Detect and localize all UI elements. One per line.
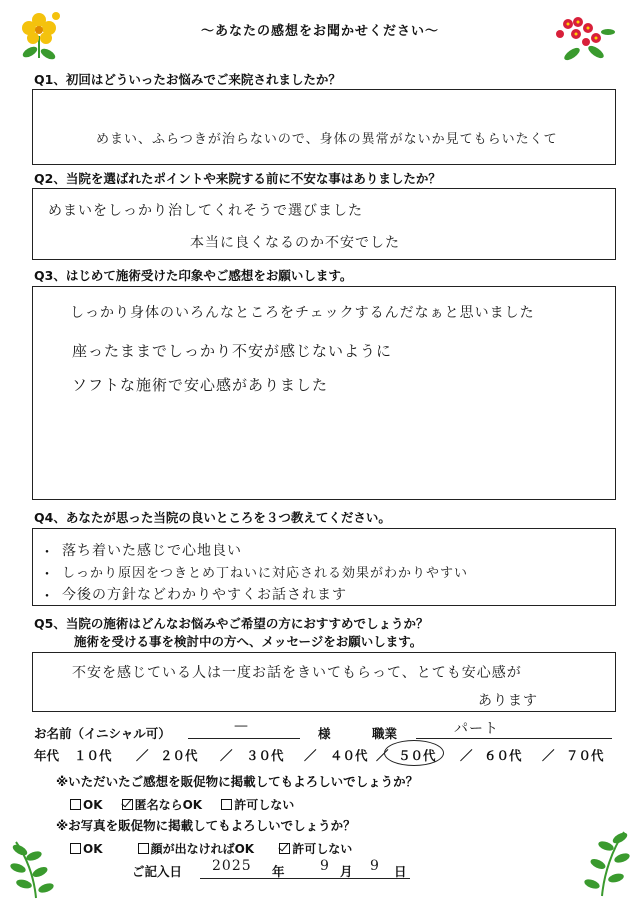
bottom-right-leaf-icon: [572, 826, 634, 898]
bottom-left-leaf-icon: [6, 836, 66, 900]
age-option-30[interactable]: ３０代: [246, 748, 284, 763]
checkbox-checked-icon[interactable]: [279, 843, 290, 854]
age-option-60[interactable]: ６０代: [484, 748, 522, 763]
date-month-unit: 月: [340, 864, 353, 879]
date-label: ご記入日: [132, 864, 183, 879]
q4-answer-line-2: しっかり原因をつきとめ丁ねいに対応される効果がわかりやすい: [62, 566, 469, 581]
date-year: 2025: [212, 858, 252, 874]
consent1-ok[interactable]: OK: [70, 798, 103, 812]
age-selected-circle: [384, 740, 444, 766]
date-day: 9: [370, 858, 380, 874]
q5-answer-line-2: あります: [478, 693, 538, 709]
age-option-70[interactable]: ７０代: [566, 748, 604, 763]
consent2-question: ※お写真を販促物に掲載してもよろしいでしょうか？: [56, 818, 356, 833]
job-label: 職業: [372, 726, 398, 741]
q4-question: Q4、あなたが思った当院の良いところを３つ教えてください。: [34, 510, 391, 525]
age-option-40[interactable]: ４０代: [330, 748, 368, 763]
q3-answer-line-1: しっかり身体のいろんなところをチェックするんだなぁと思いました: [70, 305, 535, 321]
name-honorific: 様: [318, 726, 331, 741]
age-separator: ／: [376, 748, 389, 763]
q3-question: Q3、はじめて施術受けた印象やご感想をお願いします。: [34, 268, 353, 283]
q4-answer-line-3: 今後の方針などわかりやすくお話されます: [62, 587, 347, 603]
age-label: 年代: [34, 748, 60, 763]
q5-question-line-2: 施術を受ける事を検討中の方へ、メッセージをお願いします。: [74, 634, 423, 649]
q5-question-line-1: Q5、当院の施術はどんなお悩みやご希望の方におすすめでしょうか？: [34, 616, 429, 631]
checkbox-checked-icon[interactable]: [122, 799, 133, 810]
q4-bullet-2: ・: [40, 567, 54, 583]
q3-answer-line-2: 座ったままでしっかり不安が感じないように: [72, 342, 393, 360]
q4-bullet-1: ・: [40, 545, 54, 561]
q4-answer-line-1: 落ち着いた感じで心地良い: [62, 543, 242, 559]
job-line: [416, 738, 612, 739]
q1-answer-box: [32, 89, 616, 165]
age-separator: ／: [460, 748, 473, 763]
checkbox-icon[interactable]: [138, 843, 149, 854]
age-separator: ／: [220, 748, 233, 763]
checkbox-icon[interactable]: [221, 799, 232, 810]
checkbox-icon[interactable]: [70, 799, 81, 810]
q5-answer-line-1: 不安を感じている人は一度お話をきいてもらって、とても安心感が: [72, 665, 522, 681]
date-year-unit: 年: [272, 864, 285, 879]
age-separator: ／: [136, 748, 149, 763]
q2-answer-line-2: 本当に良くなるのか不安でした: [190, 235, 400, 251]
name-value: —: [234, 718, 249, 734]
q4-bullet-3: ・: [40, 589, 54, 605]
date-line: [200, 878, 410, 879]
age-separator: ／: [542, 748, 555, 763]
checkbox-icon[interactable]: [70, 843, 81, 854]
q2-answer-line-1: めまいをしっかり治してくれそうで選びました: [48, 203, 363, 219]
name-label: お名前（イニシャル可）: [34, 726, 171, 741]
consent1-question: ※いただいたご感想を販促物に掲載してもよろしいでしょうか？: [56, 774, 419, 789]
age-option-10[interactable]: １０代: [74, 748, 112, 763]
q1-question: Q1、初回はどういったお悩みでご来院されましたか？: [34, 72, 341, 87]
q2-question: Q2、当院を選ばれたポイントや来院する前に不安な事はありましたか？: [34, 171, 441, 186]
consent2-options: [70, 838, 366, 857]
q1-answer: めまい、ふらつきが治らないので、身体の異常がないか見てもらいたくて: [96, 132, 558, 147]
age-option-50[interactable]: ５０代: [398, 748, 436, 763]
consent2-deny[interactable]: 許可しない: [279, 842, 352, 856]
date-month: 9: [320, 858, 330, 874]
name-line: [188, 738, 300, 739]
q3-answer-line-3: ソフトな施術で安心感がありました: [72, 376, 329, 394]
consent1-anonymous-ok[interactable]: 匿名ならOK: [122, 798, 203, 812]
consent1-deny[interactable]: 許可しない: [221, 798, 294, 812]
date-day-unit: 日: [394, 864, 407, 879]
age-separator: ／: [304, 748, 317, 763]
page-title: 〜あなたの感想をお聞かせください〜: [200, 24, 439, 39]
consent2-no-face-ok[interactable]: 顔が出なければOK: [138, 842, 255, 856]
consent2-ok[interactable]: OK: [70, 842, 103, 856]
age-option-20[interactable]: ２０代: [160, 748, 198, 763]
job-value: パート: [454, 721, 499, 737]
consent1-options: [70, 794, 308, 813]
